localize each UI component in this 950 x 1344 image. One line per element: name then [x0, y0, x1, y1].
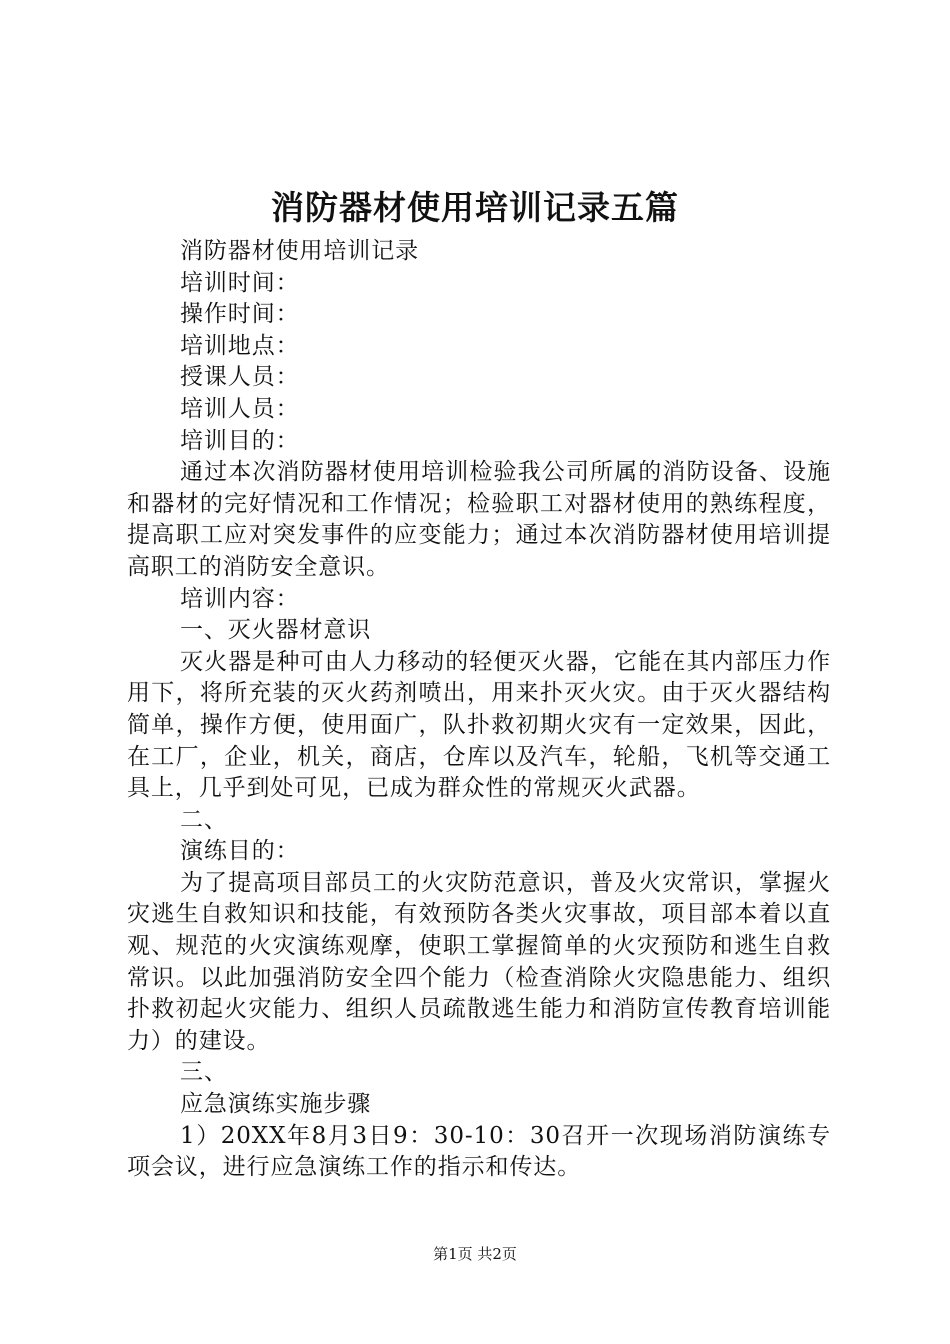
field-trainees: 培训人员： — [180, 395, 300, 422]
field-training-location: 培训地点： — [180, 332, 300, 359]
section-heading-3: 三、 — [180, 1059, 228, 1086]
field-training-content: 培训内容： — [180, 585, 300, 612]
field-training-purpose: 培训目的： — [180, 427, 300, 454]
paragraph-heading: 消防器材使用培训记录 — [180, 238, 419, 264]
document-title: 消防器材使用培训记录五篇 — [271, 188, 679, 227]
field-operation-time: 操作时间： — [180, 301, 300, 328]
field-training-time: 培训时间： — [180, 269, 300, 296]
page-footer: 第1页 共2页 — [433, 1245, 517, 1263]
field-drill-purpose: 演练目的： — [180, 838, 300, 865]
paragraph-drill-text: 为了提高项目部员工的火灾防范意识，普及火灾常识，掌握火灾逃生自救知识和技能，有效预防各类火灾事故，项目部本着以直观、规范的火灾演练观摩，使职工掌握简单的火灾预防和逃生自救常识。以此加强消防安全四个能力（检查消除火灾隐患能力、组织扑救初起火灾能力、组织人员疏散逃生能力和消防宣传教育培训能力）的建设。 — [127, 869, 831, 1054]
section-heading-2: 二、 — [180, 806, 228, 833]
paragraph-extinguisher-text: 灭火器是种可由人力移动的轻便灭火器，它能在其内部压力作用下，将所充装的灭火药剂喷出，用来扑灭火灾。由于灭火器结构简单，操作方便，使用面广，队扑救初期火灾有一定效果，因此，在工厂，企业，机关，商店，仓库以及汽车，轮船，飞机等交通工具上，几乎到处可见，已成为群众性的常规灭火武器。 — [127, 648, 831, 802]
subheading-drill-steps: 应急演练实施步骤 — [180, 1091, 372, 1118]
section-heading-1: 一、灭火器材意识 — [180, 617, 372, 644]
paragraph-step-1: 1）20XX年8月3日9：30-10：30召开一次现场消防演练专项会议，进行应急演练工作的指示和传达。 — [127, 1122, 831, 1181]
field-instructor: 授课人员： — [180, 364, 300, 391]
document-body — [127, 236, 831, 1184]
paragraph-purpose-text: 通过本次消防器材使用培训检验我公司所属的消防设备、设施和器材的完好情况和工作情况；检验职工对器材使用的熟练程度，提高职工应对突发事件的应变能力；通过本次消防器材使用培训提高职工的消防安全意识。 — [127, 459, 831, 580]
